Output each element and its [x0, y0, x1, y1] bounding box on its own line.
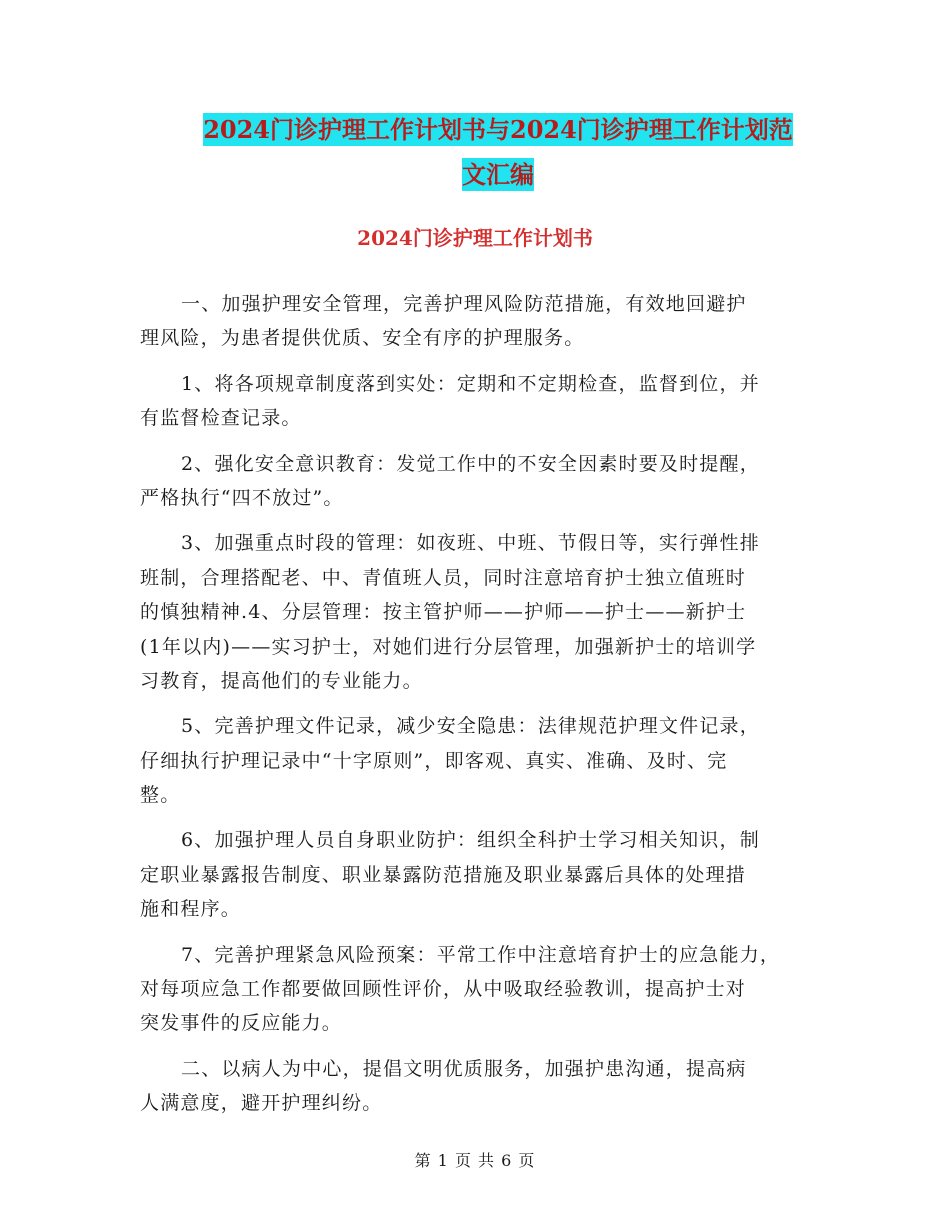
body-line: 班制，合理搭配老、中、青值班人员，同时注意培育护士独立值班时 [140, 566, 747, 589]
body-line: 突发事件的反应能力。 [140, 1012, 343, 1035]
document-body [140, 287, 820, 1121]
body-line: 严格执行“四不放过”。 [140, 486, 344, 509]
page-footer: 第 1 页 共 6 页 [414, 1151, 536, 1170]
body-line: 施和程序。 [140, 898, 242, 921]
document-title-line-1 [120, 105, 876, 155]
body-line: 习教育，提高他们的专业能力。 [140, 669, 423, 692]
body-line: 2、强化安全意识教育：发觉工作中的不安全因素时要及时提醒， [181, 452, 760, 475]
body-line: 6、加强护理人员自身职业防护：组织全科护士学习相关知识，制 [181, 829, 760, 852]
body-line: 对每项应急工作都要做回顾性评价，从中吸取经验教训，提高护士对 [140, 978, 747, 1001]
body-line: 二、以病人为中心，提倡文明优质服务，加强护患沟通，提高病 [181, 1057, 747, 1080]
section-title: 2024门诊护理工作计划书 [357, 226, 593, 250]
body-line: 定职业暴露报告制度、职业暴露防范措施及职业暴露后具体的处理措 [140, 863, 747, 886]
body-line: 有监督检查记录。 [140, 407, 302, 430]
body-line: 7、完善护理紧急风险预案：平常工作中注意培育护士的应急能力， [181, 943, 781, 966]
title-highlight: 文汇编 [462, 160, 534, 189]
body-line: (1年以内)——实习护士，对她们进行分层管理，加强新护士的培训学 [140, 635, 757, 658]
body-line: 一、加强护理安全管理，完善护理风险防范措施，有效地回避护 [181, 293, 747, 315]
body-line: 的慎独精神.4、分层管理：按主管护师——护师——护士——新护士 [140, 601, 747, 624]
body-line: 3、加强重点时段的管理：如夜班、中班、节假日等，实行弹性排 [181, 532, 760, 555]
body-line: 理风险，为患者提供优质、安全有序的护理服务。 [140, 327, 585, 350]
body-line: 整。 [140, 784, 181, 807]
body-line: 1、将各项规章制度落到实处：定期和不定期检查，监督到位，并 [181, 372, 760, 395]
body-line: 5、完善护理文件记录，减少安全隐患：法律规范护理文件记录， [181, 715, 760, 738]
body-line: 仔细执行护理记录中“十字原则”，即客观、真实、准确、及时、完 [140, 749, 728, 772]
document-title-line-2 [120, 150, 876, 200]
title-highlight: 2024门诊护理工作计划书与2024门诊护理工作计划范 [203, 115, 793, 144]
body-line: 人满意度，避开护理纠纷。 [140, 1092, 383, 1115]
